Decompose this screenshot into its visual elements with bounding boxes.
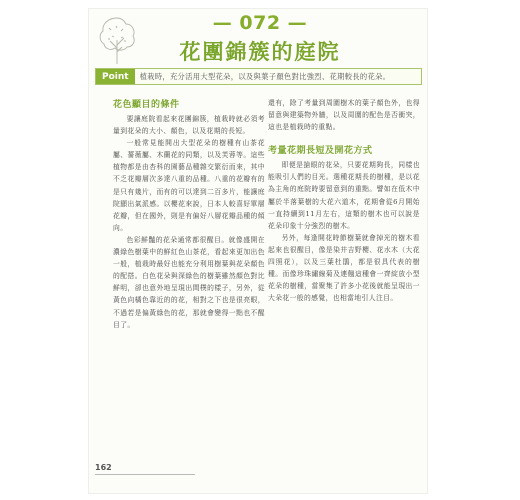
left-column <box>113 97 265 331</box>
paragraph: 色彩鮮豔的花朵通常都很醒目。就像盛開在濃綠色樹葉中的鮮紅色山茶花，看起來更加出色一般，植栽時最好也能充分利用樹葉與花朵顏色的配搭。白色花朵與深綠色的樹葉雖然顏色對比鮮明，卻也意外地呈現出間樸的樣子，另外，從黃色向橘色靠近的的花，相對之下也是很亮眼，不過若是偏黃綠色的花，那就會變得一點也不醒目了。 <box>113 235 265 329</box>
paragraph: 即便是搶眼的花朵，只要花期夠長，同樣也能吸引人們的目光。選種花期長的樹種，是以花為主角的庭院時要留意到的重點。譬如在低木中屬於半落葉樹的大花六道木，花期會從6月開始一直持續到11月左右，這類的樹木也可以說是花朵印象十分強烈的樹木。 <box>268 161 420 230</box>
footer-rule <box>95 474 195 475</box>
point-box <box>95 68 422 85</box>
section-title-flowering-period: 考量花期長短及開花方式 <box>268 146 373 157</box>
spacer <box>268 133 420 143</box>
point-label: Point <box>96 69 135 84</box>
paragraph: 還有，除了考量到周圍樹木的葉子顏色外，也得留意與建築物外牆，以及周圍的配色是否衝突，這也是植栽時的重點。 <box>268 99 420 132</box>
paragraph: 要讓庭院看起來花團錦簇，植栽時就必須考量到花朵的大小、顏色，以及花期的長短。 <box>113 115 265 136</box>
section-title-flower-color: 花色顯目的條件 <box>113 100 180 110</box>
section-number: — 072 — <box>212 12 308 34</box>
right-column <box>268 97 420 304</box>
page-title: 花團錦簇的庭院 <box>179 40 341 64</box>
point-text: 植栽時，充分活用大型花朵，以及與葉子顏色對比強烈、花期較長的花朵。 <box>139 71 391 81</box>
paragraph: 一般常見能開出大型花朵的樹種有山茶花屬、薔薇屬、木蘭花的同類，以及芙蓉等。這些植物都是由杏科的園藝品種雜交繁衍而來，其中不乏花瓣層次多達八重的品種。八重的花瓣有的是只有幾片，而有的可以達到二百多片，能讓庭院顯出氣派感。以櫻花來說，日本人較喜好單層花瓣，但在國外，則是有偏好八層花瓣品種的傾向。 <box>113 139 265 232</box>
page-number: 162 <box>95 463 112 472</box>
paragraph: 另外，每逢開花時節樹葉就會掉光的樹木看起來也很醒目，像是染井吉野櫻、花水木（大花四照花），以及三葉杜鵑，都是很具代表的樹種。而像珍珠繡線菊及連翹這種會一齊綻放小型花朵的樹種，當聚集了許多小花後就能呈現出一大朵花一般的感覺，也相當地引人注目。 <box>268 233 420 303</box>
